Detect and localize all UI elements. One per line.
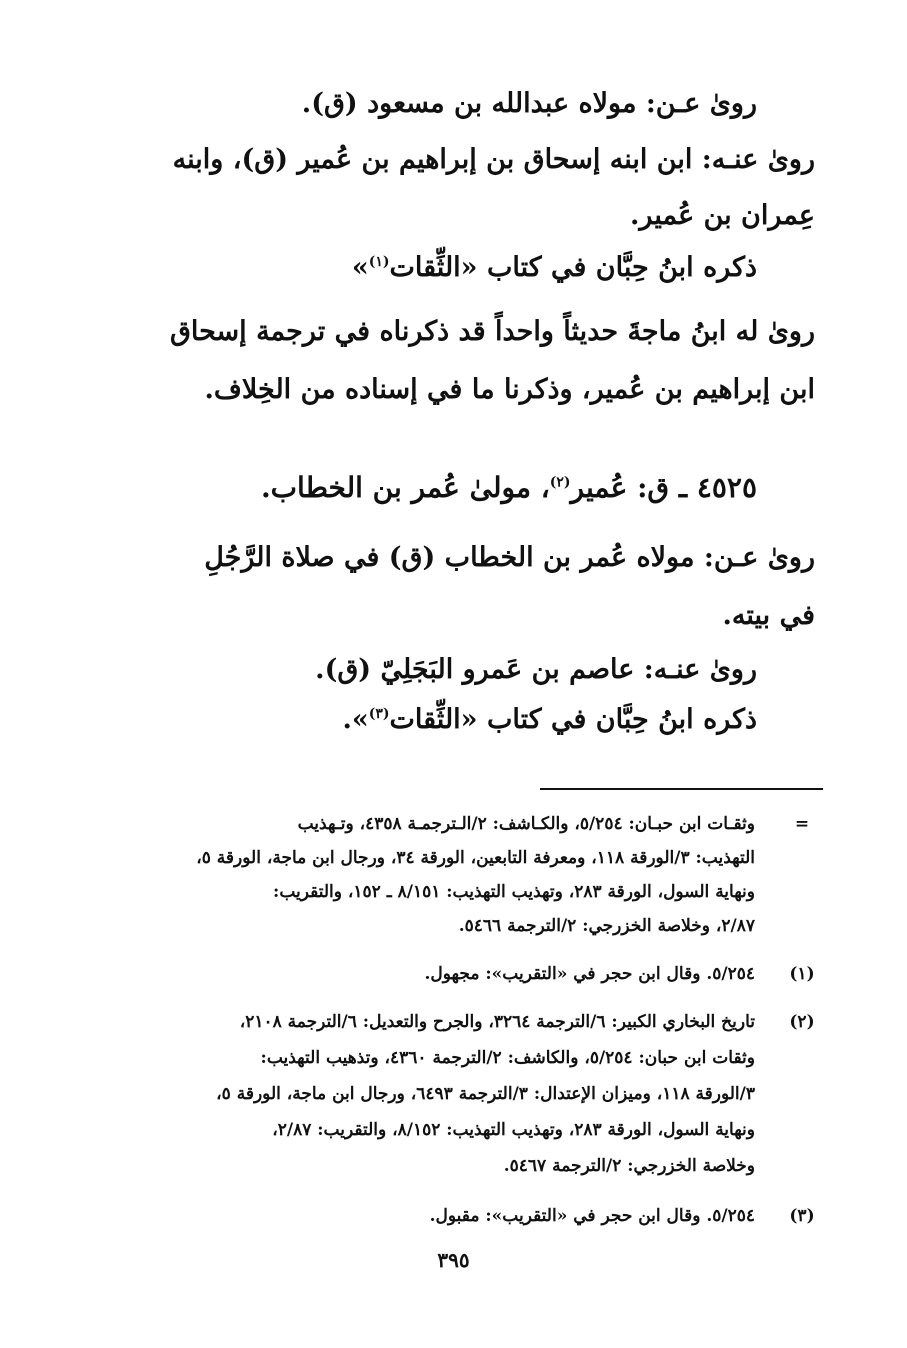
footnote-continuation-line-3: ونهاية السول، الورقة ٢٨٣، وتهذيب التهذيب: ٨/١٥١ ـ ١٥٢، والتقريب: bbox=[273, 882, 755, 902]
text-line-2: رویٰ عنـه: ابن ابنه إسحاق بن إبراهيم بن عُمير (ق)، وابنه bbox=[172, 144, 815, 175]
text-line-5: رویٰ له ابنُ ماجةَ حديثاً واحداً قد ذكرناه في ترجمة إسحاق bbox=[169, 316, 815, 347]
footnote-1-text: ٥/٢٥٤. وقال ابن حجر في «التقريب»: مجهول. bbox=[424, 964, 755, 984]
entry-number: ٤٥٢٥ ـ ق: عُمير bbox=[570, 471, 757, 504]
footnote-3-text: ٥/٢٥٤. وقال ابن حجر في «التقريب»: مقبول. bbox=[429, 1206, 755, 1226]
entry-heading bbox=[261, 468, 757, 508]
footnote-divider bbox=[540, 788, 823, 790]
footnote-1-mark: (١) bbox=[789, 964, 815, 984]
text-line-3: عِمران بن عُمير. bbox=[630, 200, 815, 231]
text-line-10-end: ». bbox=[342, 704, 369, 735]
footnote-2-mark: (٢) bbox=[789, 1012, 815, 1032]
entry-name: ، مولىٰ عُمر بن الخطاب. bbox=[260, 471, 550, 504]
text-line-8: في بيته. bbox=[722, 600, 815, 631]
footnote-continuation-line-2: التهذيب: ٣/الورقة ١١٨، ومعرفة التابعين، الورقة ٣٤، ورجال ابن ماجة، الورقة ٥، bbox=[196, 848, 755, 868]
footnote-ref-2: (٢) bbox=[549, 474, 571, 491]
text-line-1: رویٰ عـن: مولاه عبدالله بن مسعود (ق). bbox=[301, 88, 757, 119]
footnote-2-line-5: وخلاصة الخزرجي: ٢/الترجمة ٥٤٦٧. bbox=[503, 1156, 755, 1176]
footnote-2-line-3: ٣/الورقة ١١٨، وميزان الإعتدال: ٣/الترجمة ٦٤٩٣، ورجال ابن ماجة، الورقة ٥، bbox=[216, 1084, 755, 1104]
footnote-3-mark: (٣) bbox=[789, 1206, 815, 1226]
footnote-2-line-1: تاريخ البخاري الكبير: ٦/الترجمة ٣٢٦٤، والجرح والتعديل: ٦/الترجمة ٢١٠٨، bbox=[239, 1012, 755, 1032]
footnote-2-line-4: ونهاية السول، الورقة ٢٨٣، وتهذيب التهذيب: ٨/١٥٢، والتقريب: ٢/٨٧، bbox=[272, 1120, 755, 1140]
text-line-9: رویٰ عنـه: عاصم بن عَمرو البَجَلِيّ (ق). bbox=[315, 654, 757, 685]
text-line-10 bbox=[342, 700, 757, 740]
text-line-4-main: ذكره ابنُ حِبَّان في كتاب «الثِّقات bbox=[389, 252, 757, 283]
footnote-continuation-line-4: ٢/٨٧، وخلاصة الخزرجي: ٢/الترجمة ٥٤٦٦. bbox=[458, 916, 755, 936]
text-line-7: رویٰ عـن: مولاه عُمر بن الخطاب (ق) في صلاة الرَّجُلِ bbox=[204, 542, 815, 573]
footnote-ref-3: (٣) bbox=[368, 706, 390, 722]
footnote-continuation-mark: = bbox=[794, 814, 810, 834]
text-line-10-main: ذكره ابنُ حِبَّان في كتاب «الثِّقات bbox=[389, 704, 757, 735]
text-line-6: ابن إبراهيم بن عُمير، وذكرنا ما في إسناده من الخِلاف. bbox=[204, 374, 815, 405]
footnote-continuation-line-1: وثقـات ابن حبـان: ٥/٢٥٤، والكـاشف: ٢/الـترجمـة ٤٣٥٨، وتـهذيب bbox=[297, 814, 755, 834]
footnote-2-line-2: وثقات ابن حبان: ٥/٢٥٤، والكاشف: ٢/الترجمة ٤٣٦٠، وتذهيب التهذيب: bbox=[260, 1048, 755, 1068]
text-line-4: ذكره ابنُ حِبَّان في كتاب «الثِّقات$^{(١)}$» bbox=[351, 252, 757, 283]
page-number: ٣٩٥ bbox=[437, 1248, 470, 1272]
footnote-ref-1: (١) bbox=[368, 254, 390, 270]
